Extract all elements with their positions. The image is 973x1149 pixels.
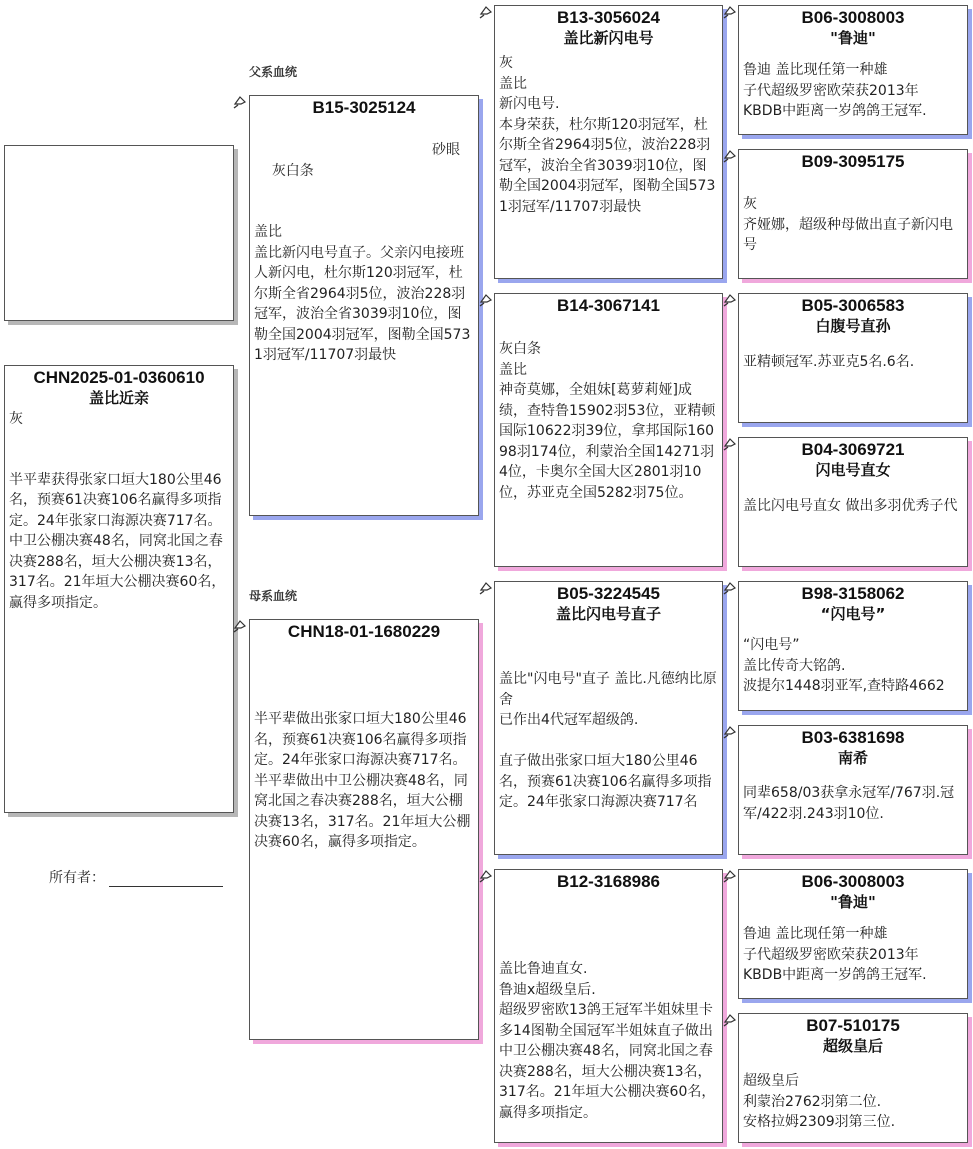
pin-icon xyxy=(479,869,493,883)
sss-description: 鲁迪 盖比现任第一种雄 子代超级罗密欧荣获2013年 KBDB中距离一岁鸽鸽王冠军. xyxy=(743,62,927,119)
dss-description: “闪电号” 盖比传奇大铭鸽. 波提尔1448羽亚军,查特路4662 xyxy=(743,637,945,694)
sd-ring-number: B14-3067141 xyxy=(556,296,661,315)
subject-description: 半平辈获得张家口垣大180公里46名，预赛61决赛106名赢得多项指定。24年张家口海源决赛717名。中卫公棚决赛48名，同窝北国之春决赛288名，垣大公棚决赛13名，317名。21年垣大公棚决赛60名，赢得多项指定。 xyxy=(9,471,226,611)
ds-description: 盖比"闪电号"直子 盖比.凡德纳比原舍 已作出4代冠军超级鸽. 直子做出张家口垣大180公里46名，预赛61决赛106名赢得多项指定。24年张家口海源决赛717名 xyxy=(499,671,717,810)
pin-icon xyxy=(723,1013,737,1027)
pin-icon xyxy=(233,95,247,109)
sdd-description: 盖比闪电号直女 做出多羽优秀子代 xyxy=(743,498,958,514)
ds-ring-number: B05-3224545 xyxy=(556,584,661,603)
dss-ring-number: B98-3158062 xyxy=(801,584,905,603)
subject-card[interactable] xyxy=(4,365,234,813)
dds-ring-number: B06-3008003 xyxy=(801,872,905,891)
dam-ring-number: CHN18-01-1680229 xyxy=(287,622,441,641)
sss-name: "鲁迪" xyxy=(830,29,876,47)
sire-ring-number: B15-3025124 xyxy=(312,98,416,117)
dsd-card[interactable] xyxy=(738,725,968,855)
sdd-name: 闪电号直女 xyxy=(815,461,891,479)
sire-sire-card[interactable] xyxy=(494,5,723,279)
pin-icon xyxy=(479,293,493,307)
subject-name: 盖比近亲 xyxy=(88,389,149,407)
sds-name: 白腹号直孙 xyxy=(815,317,891,335)
owner-label: 所有者： xyxy=(49,870,105,886)
pin-icon xyxy=(233,619,247,633)
sss-card[interactable] xyxy=(738,5,968,135)
dam-description: 半平辈做出张家口垣大180公里46名，预赛61决赛106名赢得多项指定。24年张家口海源决赛717名。半平辈做出中卫公棚决赛48名，同窝北国之春决赛288名，垣大公棚决赛13名，317名。21年垣大公棚决赛60名，赢得多项指定。 xyxy=(254,711,471,850)
ddd-name: 超级皇后 xyxy=(822,1037,883,1055)
dds-name: "鲁迪" xyxy=(830,893,876,911)
sss-ring-number: B06-3008003 xyxy=(801,8,905,27)
dam-dam-card[interactable] xyxy=(494,869,723,1143)
dam-section-label: 母系血统 xyxy=(249,589,298,603)
sire-color: 灰白条 xyxy=(271,162,314,179)
sdd-ring-number: B04-3069721 xyxy=(801,440,905,459)
ss-ring-number: B13-3056024 xyxy=(556,8,661,27)
ss-description: 灰 盖比 新闪电号. 本身荣获，杜尔斯120羽冠军，杜尔斯全省2964羽5位，波治228羽冠军，波治全省3039羽10位，图勒全国2004羽冠军，图勒全国5731羽冠军/11707羽最快 xyxy=(499,55,716,215)
ds-name: 盖比闪电号直子 xyxy=(555,605,661,623)
pin-icon xyxy=(723,725,737,739)
pin-icon xyxy=(723,293,737,307)
dss-name: “闪电号” xyxy=(820,605,886,623)
sire-eye: 砂眼 xyxy=(432,142,460,158)
owner-signature-line xyxy=(109,872,223,887)
sire-description: 盖比 盖比新闪电号直子。父亲闪电接班人新闪电，杜尔斯120羽冠军，杜尔斯全省2964羽5位，波治228羽冠军，波治全省3039羽10位，图勒全国2004羽冠军，图勒全国5731羽冠军/11707羽最快 xyxy=(254,224,471,363)
pin-icon xyxy=(479,5,493,19)
subject-color: 灰 xyxy=(9,411,23,427)
ss-name: 盖比新闪电号 xyxy=(563,29,654,47)
pin-icon xyxy=(479,581,493,595)
sds-description: 亚精顿冠军.苏亚克5名.6名. xyxy=(743,354,915,370)
sire-color-row xyxy=(250,140,478,222)
owner-field xyxy=(49,867,223,887)
sdd-card[interactable] xyxy=(738,437,968,567)
sire-card[interactable] xyxy=(249,95,479,516)
ddd-card[interactable] xyxy=(738,1013,968,1143)
sds-card[interactable] xyxy=(738,293,968,423)
pin-icon xyxy=(723,437,737,451)
ddd-description: 超级皇后 利蒙治2762羽第二位. 安格拉姆2309羽第三位. xyxy=(743,1073,896,1130)
dsd-name: 南希 xyxy=(837,749,868,767)
ssd-description: 灰 齐娅娜，超级种母做出直子新闪电号 xyxy=(743,196,953,253)
sire-dam-card[interactable] xyxy=(494,293,723,567)
ssd-ring-number: B09-3095175 xyxy=(801,152,905,171)
pin-icon xyxy=(723,5,737,19)
dd-description: 盖比鲁迪直女. 鲁迪x超级皇后. 超级罗密欧13鸽王冠军半姐妹里卡多14图勒全国冠军半姐妹直子做出中卫公棚决赛48名，同窝北国之春决赛288名，垣大公棚决赛13名，317名。21年垣大公棚决赛60名，赢得多项指定。 xyxy=(499,961,716,1121)
ssd-card[interactable] xyxy=(738,149,968,279)
dam-card[interactable] xyxy=(249,619,479,1040)
pin-icon xyxy=(723,581,737,595)
subject-ring-number: CHN2025-01-0360610 xyxy=(33,368,205,387)
sd-description: 灰白条 盖比 神奇莫娜，全姐妹[葛萝莉娅]成绩，查特鲁15902羽53位，亚精顿国际10622羽39位，拿邦国际16098羽174位，利蒙治全国14271羽4位，卡奥尔全国大区2801羽10位，苏亚克全国5282羽75位。 xyxy=(499,341,716,501)
dam-sire-card[interactable] xyxy=(494,581,723,855)
photo-frame xyxy=(4,145,234,321)
dsd-description: 同辈658/03获拿永冠军/767羽.冠军/422羽.243羽10位. xyxy=(743,785,955,822)
ddd-ring-number: B07-510175 xyxy=(806,1016,900,1035)
dsd-ring-number: B03-6381698 xyxy=(801,728,905,747)
pin-icon xyxy=(723,869,737,883)
pin-icon xyxy=(723,149,737,163)
dd-ring-number: B12-3168986 xyxy=(556,872,661,891)
sire-section-label: 父系血统 xyxy=(249,65,298,79)
dss-card[interactable] xyxy=(738,581,968,711)
dds-description: 鲁迪 盖比现任第一种雄 子代超级罗密欧荣获2013年 KBDB中距离一岁鸽鸽王冠军. xyxy=(743,926,927,983)
sds-ring-number: B05-3006583 xyxy=(801,296,905,315)
dds-card[interactable] xyxy=(738,869,968,999)
